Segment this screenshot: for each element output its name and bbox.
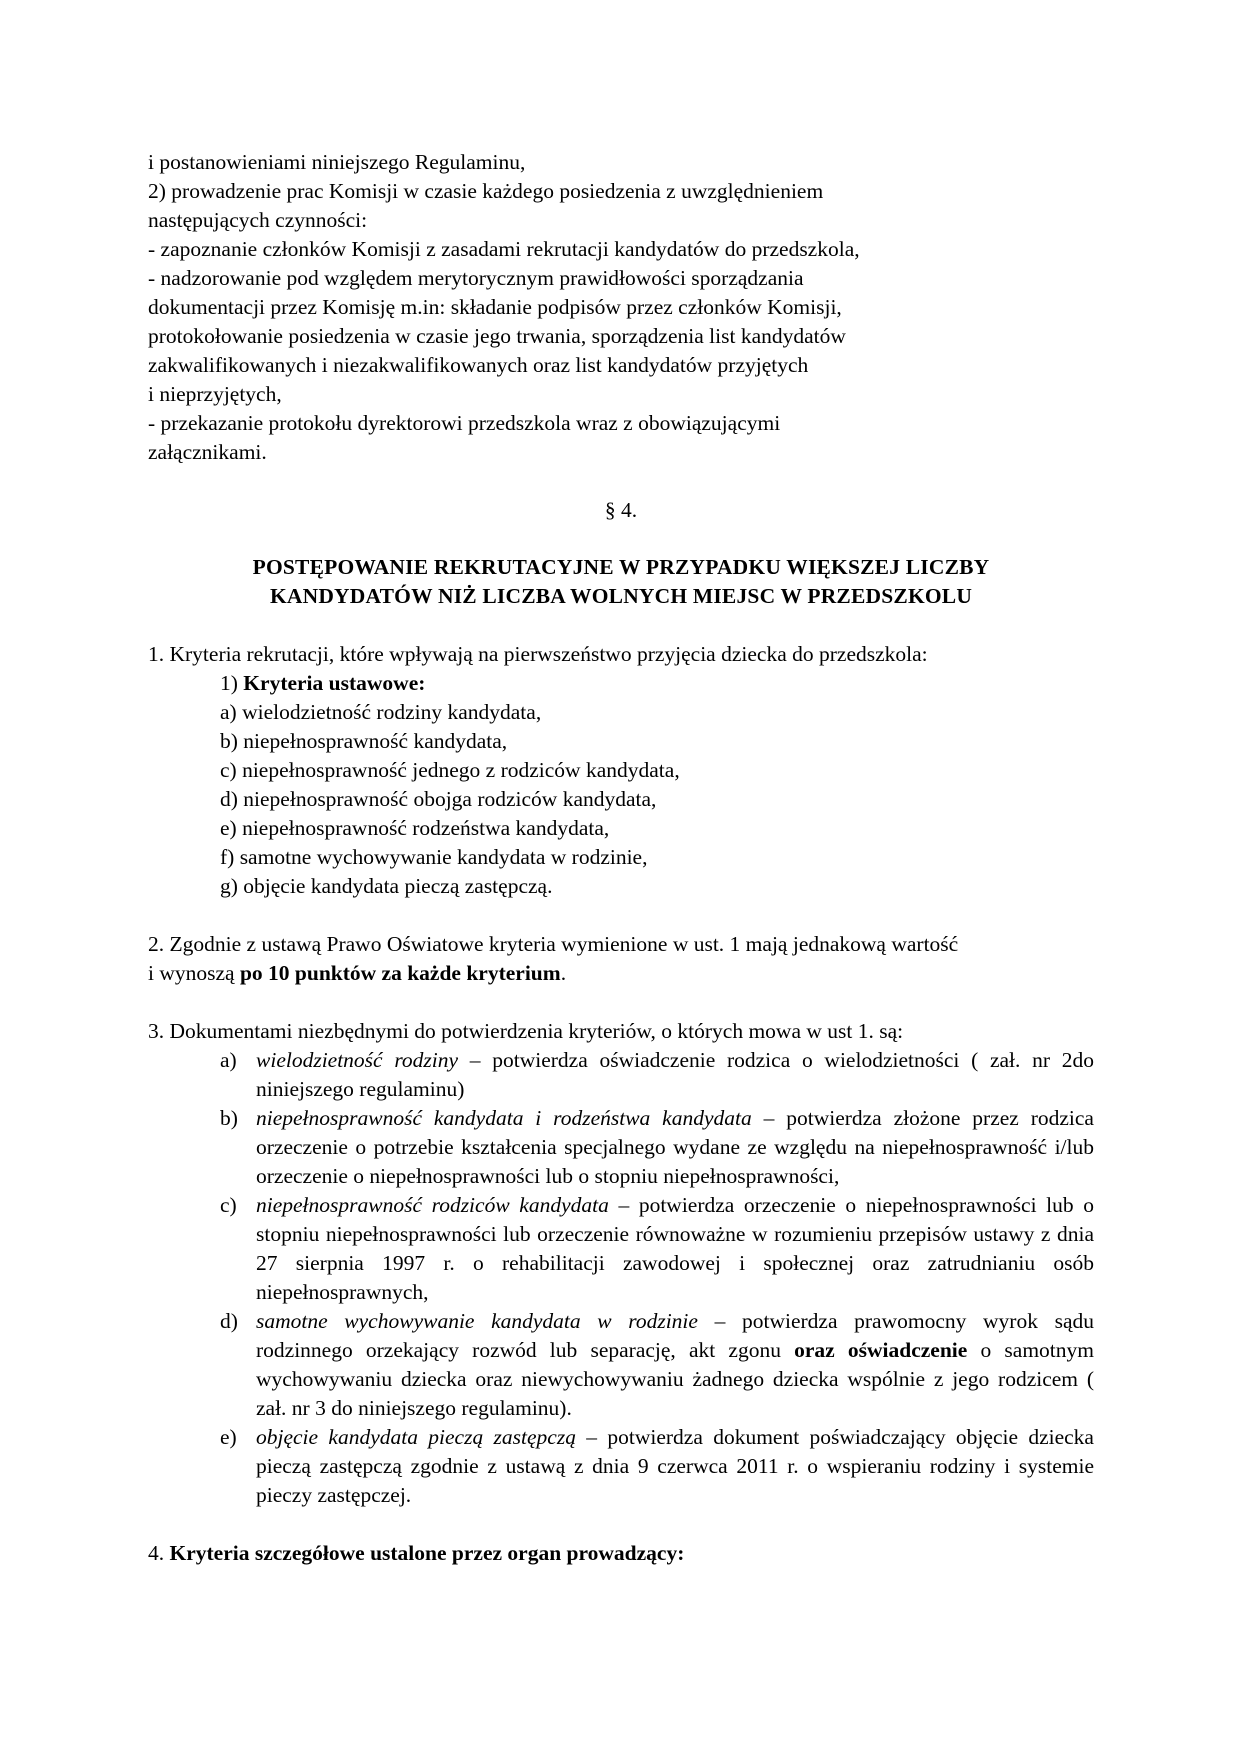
criterion-item: g) objęcie kandydata pieczą zastępczą. bbox=[220, 874, 553, 898]
intro-line: dokumentacji przez Komisję m.in: składanie podpisów przez członków Komisji, bbox=[148, 295, 842, 319]
intro-line: protokołowanie posiedzenia w czasie jego trwania, sporządzenia list kandydatów bbox=[148, 324, 846, 348]
intro-line: zakwalifikowanych i niezakwalifikowanych oraz list kandydatów przyjętych bbox=[148, 353, 809, 377]
document-page bbox=[148, 148, 1094, 1568]
paragraph-3 bbox=[148, 1017, 1094, 1510]
paragraph-4: 4. Kryteria szczegółowe ustalone przez organ prowadzący: bbox=[148, 1541, 685, 1565]
paragraph-1 bbox=[148, 640, 1094, 901]
criterion-item: b) niepełnosprawność kandydata, bbox=[220, 729, 508, 753]
list-item: e) objęcie kandydata pieczą zastępczą – potwierdza dokument poświadczający objęcie dziecka pieczą zastępczą zgodnie z ustawą z dnia 9 czerwca 2011 r. o wspieraniu rodziny i systemie pieczy zastępczej. bbox=[220, 1425, 1094, 1507]
intro-line: i nieprzyjętych, bbox=[148, 382, 282, 406]
heading-line-2: KANDYDATÓW NIŻ LICZBA WOLNYCH MIEJSC W PRZEDSZKOLU bbox=[269, 584, 973, 608]
criterion-item: e) niepełnosprawność rodzeństwa kandydata, bbox=[220, 816, 610, 840]
list-item: d) samotne wychowywanie kandydata w rodzinie – potwierdza prawomocny wyrok sądu rodzinnego orzekający rozwód lub separację, akt zgonu oraz oświadczenie o samotnym wychowywaniu dziecka oraz niewychowywaniu żadnego dziecka wspólnie z jego rodzicem ( zał. nr 3 do niniejszego regulaminu). bbox=[220, 1309, 1094, 1420]
paragraph-1-text: 1. Kryteria rekrutacji, które wpływają na pierwszeństwo przyjęcia dziecka do przedszkola: bbox=[148, 642, 928, 666]
paragraph-2 bbox=[148, 930, 1094, 988]
criterion-item: d) niepełnosprawność obojga rodziców kandydata, bbox=[220, 787, 657, 811]
list-item: b) niepełnosprawność kandydata i rodzeństwa kandydata – potwierdza złożone przez rodzica orzeczenie o potrzebie kształcenia specjalnego wydane ze względu na niepełnosprawność i/lub orzeczenie o niepełnosprawności lub o stopniu niepełnosprawności, bbox=[220, 1106, 1094, 1188]
intro-line: - przekazanie protokołu dyrektorowi przedszkola wraz z obowiązującymi bbox=[148, 411, 781, 435]
intro-line: i postanowieniami niniejszego Regulaminu, bbox=[148, 150, 526, 174]
intro-line: 2) prowadzenie prac Komisji w czasie każdego posiedzenia z uwzględnieniem bbox=[148, 179, 824, 203]
intro-line: - zapoznanie członków Komisji z zasadami rekrutacji kandydatów do przedszkola, bbox=[148, 237, 860, 261]
statutory-criteria-title: 1) Kryteria ustawowe: bbox=[220, 671, 426, 695]
heading-line-1: POSTĘPOWANIE REKRUTACYJNE W PRZYPADKU WIĘKSZEJ LICZBY bbox=[252, 555, 990, 579]
list-item: c) niepełnosprawność rodziców kandydata – potwierdza orzeczenie o niepełnosprawności lub o stopniu niepełnosprawności lub orzeczenie równoważne w rozumieniu przepisów ustawy z dnia 27 sierpnia 1997 r. o rehabilitacji zawodowej i społecznej oraz zatrudnianiu osób niepełnosprawnych, bbox=[220, 1193, 1094, 1304]
list-item: a) wielodzietność rodziny – potwierdza oświadczenie rodzica o wielodzietności ( zał. nr 2do niniejszego regulaminu) bbox=[220, 1048, 1094, 1101]
criterion-item: c) niepełnosprawność jednego z rodziców kandydata, bbox=[220, 758, 680, 782]
section-mark: § 4. bbox=[604, 498, 638, 522]
paragraph-3-text: 3. Dokumentami niezbędnymi do potwierdzenia kryteriów, o których mowa w ust 1. są: bbox=[148, 1019, 904, 1043]
paragraph-2-line-2: i wynoszą po 10 punktów za każde kryterium. bbox=[148, 961, 567, 985]
intro-block bbox=[148, 148, 1094, 467]
documents-list bbox=[148, 1046, 1094, 1510]
paragraph-2-line-1: 2. Zgodnie z ustawą Prawo Oświatowe kryteria wymienione w ust. 1 mają jednakową wartość bbox=[148, 932, 959, 956]
criterion-item: a) wielodzietność rodziny kandydata, bbox=[220, 700, 542, 724]
intro-line: następujących czynności: bbox=[148, 208, 368, 232]
intro-line: załącznikami. bbox=[148, 440, 267, 464]
criterion-item: f) samotne wychowywanie kandydata w rodzinie, bbox=[220, 845, 648, 869]
intro-line: - nadzorowanie pod względem merytorycznym prawidłowości sporządzania bbox=[148, 266, 804, 290]
section-heading bbox=[148, 553, 1094, 611]
